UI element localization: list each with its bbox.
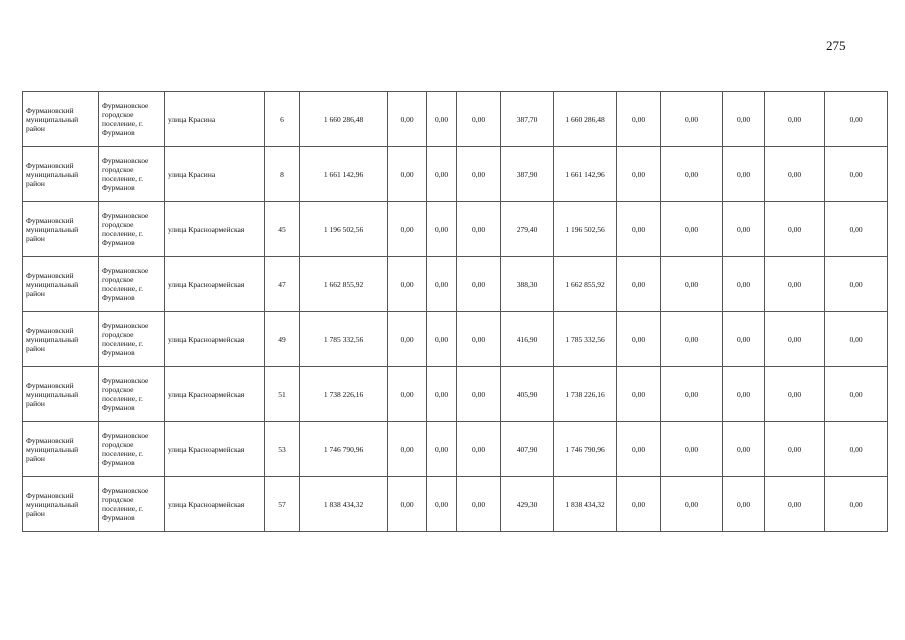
value-cell: 0,00	[661, 422, 723, 477]
value-cell: 0,00	[457, 312, 501, 367]
sum-cell: 1 660 286,48	[554, 92, 617, 147]
value-cell: 0,00	[388, 202, 427, 257]
address-table	[22, 91, 888, 532]
sum-cell: 1 661 142,96	[554, 147, 617, 202]
area-cell: 388,30	[501, 257, 554, 312]
value-cell: 0,00	[427, 257, 457, 312]
value-cell: 0,00	[388, 312, 427, 367]
sum-cell: 1 196 502,56	[554, 202, 617, 257]
total-cost-cell: 1 662 855,92	[300, 257, 388, 312]
value-cell: 0,00	[617, 312, 661, 367]
total-cost-cell: 1 838 434,32	[300, 477, 388, 532]
street-cell: улица Красноармейская	[165, 257, 265, 312]
value-cell: 0,00	[765, 477, 825, 532]
table-row	[23, 257, 888, 312]
sum-cell: 1 746 790,96	[554, 422, 617, 477]
value-cell: 0,00	[765, 312, 825, 367]
settlement-cell: Фурмановское городское поселение, г. Фурманов	[99, 477, 165, 532]
value-cell: 0,00	[388, 367, 427, 422]
value-cell: 0,00	[457, 257, 501, 312]
value-cell: 0,00	[388, 257, 427, 312]
value-cell: 0,00	[661, 312, 723, 367]
sum-cell: 1 738 226,16	[554, 367, 617, 422]
value-cell: 0,00	[427, 367, 457, 422]
value-cell: 0,00	[388, 422, 427, 477]
street-cell: улица Красноармейская	[165, 367, 265, 422]
total-cost-cell: 1 660 286,48	[300, 92, 388, 147]
value-cell: 0,00	[765, 257, 825, 312]
value-cell: 0,00	[765, 147, 825, 202]
settlement-cell: Фурмановское городское поселение, г. Фурманов	[99, 257, 165, 312]
sum-cell: 1 662 855,92	[554, 257, 617, 312]
value-cell: 0,00	[427, 202, 457, 257]
settlement-cell: Фурмановское городское поселение, г. Фурманов	[99, 367, 165, 422]
value-cell: 0,00	[723, 367, 765, 422]
district-cell: Фурмановский муниципальный район	[23, 202, 99, 257]
value-cell: 0,00	[661, 202, 723, 257]
value-cell: 0,00	[457, 92, 501, 147]
value-cell: 0,00	[457, 477, 501, 532]
value-cell: 0,00	[825, 202, 888, 257]
value-cell: 0,00	[388, 147, 427, 202]
value-cell: 0,00	[723, 257, 765, 312]
value-cell: 0,00	[825, 92, 888, 147]
value-cell: 0,00	[825, 367, 888, 422]
value-cell: 0,00	[617, 422, 661, 477]
value-cell: 0,00	[427, 147, 457, 202]
total-cost-cell: 1 196 502,56	[300, 202, 388, 257]
table-row	[23, 422, 888, 477]
value-cell: 0,00	[765, 202, 825, 257]
sum-cell: 1 785 332,56	[554, 312, 617, 367]
house-number-cell: 53	[265, 422, 300, 477]
settlement-cell: Фурмановское городское поселение, г. Фурманов	[99, 147, 165, 202]
district-cell: Фурмановский муниципальный район	[23, 147, 99, 202]
value-cell: 0,00	[825, 147, 888, 202]
table-row	[23, 477, 888, 532]
value-cell: 0,00	[765, 92, 825, 147]
total-cost-cell: 1 738 226,16	[300, 367, 388, 422]
value-cell: 0,00	[825, 257, 888, 312]
table-row	[23, 202, 888, 257]
value-cell: 0,00	[723, 202, 765, 257]
value-cell: 0,00	[427, 477, 457, 532]
district-cell: Фурмановский муниципальный район	[23, 312, 99, 367]
area-cell: 387,90	[501, 147, 554, 202]
value-cell: 0,00	[661, 92, 723, 147]
value-cell: 0,00	[617, 147, 661, 202]
value-cell: 0,00	[457, 147, 501, 202]
area-cell: 405,90	[501, 367, 554, 422]
house-number-cell: 57	[265, 477, 300, 532]
value-cell: 0,00	[723, 92, 765, 147]
value-cell: 0,00	[617, 477, 661, 532]
value-cell: 0,00	[723, 477, 765, 532]
value-cell: 0,00	[661, 367, 723, 422]
area-cell: 416,90	[501, 312, 554, 367]
settlement-cell: Фурмановское городское поселение, г. Фурманов	[99, 92, 165, 147]
table-body	[23, 92, 888, 532]
area-cell: 279,40	[501, 202, 554, 257]
value-cell: 0,00	[427, 92, 457, 147]
street-cell: улица Красноармейская	[165, 202, 265, 257]
value-cell: 0,00	[765, 422, 825, 477]
settlement-cell: Фурмановское городское поселение, г. Фурманов	[99, 422, 165, 477]
district-cell: Фурмановский муниципальный район	[23, 92, 99, 147]
total-cost-cell: 1 746 790,96	[300, 422, 388, 477]
house-number-cell: 45	[265, 202, 300, 257]
value-cell: 0,00	[427, 422, 457, 477]
street-cell: улица Красноармейская	[165, 422, 265, 477]
district-cell: Фурмановский муниципальный район	[23, 422, 99, 477]
value-cell: 0,00	[388, 92, 427, 147]
value-cell: 0,00	[661, 477, 723, 532]
total-cost-cell: 1 661 142,96	[300, 147, 388, 202]
house-number-cell: 8	[265, 147, 300, 202]
house-number-cell: 49	[265, 312, 300, 367]
district-cell: Фурмановский муниципальный район	[23, 367, 99, 422]
area-cell: 387,70	[501, 92, 554, 147]
value-cell: 0,00	[617, 202, 661, 257]
house-number-cell: 51	[265, 367, 300, 422]
sum-cell: 1 838 434,32	[554, 477, 617, 532]
table-row	[23, 147, 888, 202]
value-cell: 0,00	[723, 147, 765, 202]
total-cost-cell: 1 785 332,56	[300, 312, 388, 367]
street-cell: улица Красноармейская	[165, 477, 265, 532]
settlement-cell: Фурмановское городское поселение, г. Фурманов	[99, 202, 165, 257]
value-cell: 0,00	[661, 257, 723, 312]
value-cell: 0,00	[765, 367, 825, 422]
value-cell: 0,00	[457, 202, 501, 257]
value-cell: 0,00	[723, 312, 765, 367]
area-cell: 407,90	[501, 422, 554, 477]
table-row	[23, 92, 888, 147]
street-cell: улица Красноармейская	[165, 312, 265, 367]
value-cell: 0,00	[457, 422, 501, 477]
value-cell: 0,00	[825, 477, 888, 532]
street-cell: улица Красина	[165, 147, 265, 202]
table-row	[23, 312, 888, 367]
area-cell: 429,30	[501, 477, 554, 532]
district-cell: Фурмановский муниципальный район	[23, 257, 99, 312]
district-cell: Фурмановский муниципальный район	[23, 477, 99, 532]
house-number-cell: 47	[265, 257, 300, 312]
value-cell: 0,00	[457, 367, 501, 422]
value-cell: 0,00	[427, 312, 457, 367]
street-cell: улица Красина	[165, 92, 265, 147]
value-cell: 0,00	[617, 257, 661, 312]
house-number-cell: 6	[265, 92, 300, 147]
table-row	[23, 367, 888, 422]
value-cell: 0,00	[617, 367, 661, 422]
settlement-cell: Фурмановское городское поселение, г. Фурманов	[99, 312, 165, 367]
value-cell: 0,00	[388, 477, 427, 532]
page-number: 275	[826, 38, 846, 53]
value-cell: 0,00	[825, 312, 888, 367]
value-cell: 0,00	[661, 147, 723, 202]
value-cell: 0,00	[825, 422, 888, 477]
value-cell: 0,00	[617, 92, 661, 147]
value-cell: 0,00	[723, 422, 765, 477]
